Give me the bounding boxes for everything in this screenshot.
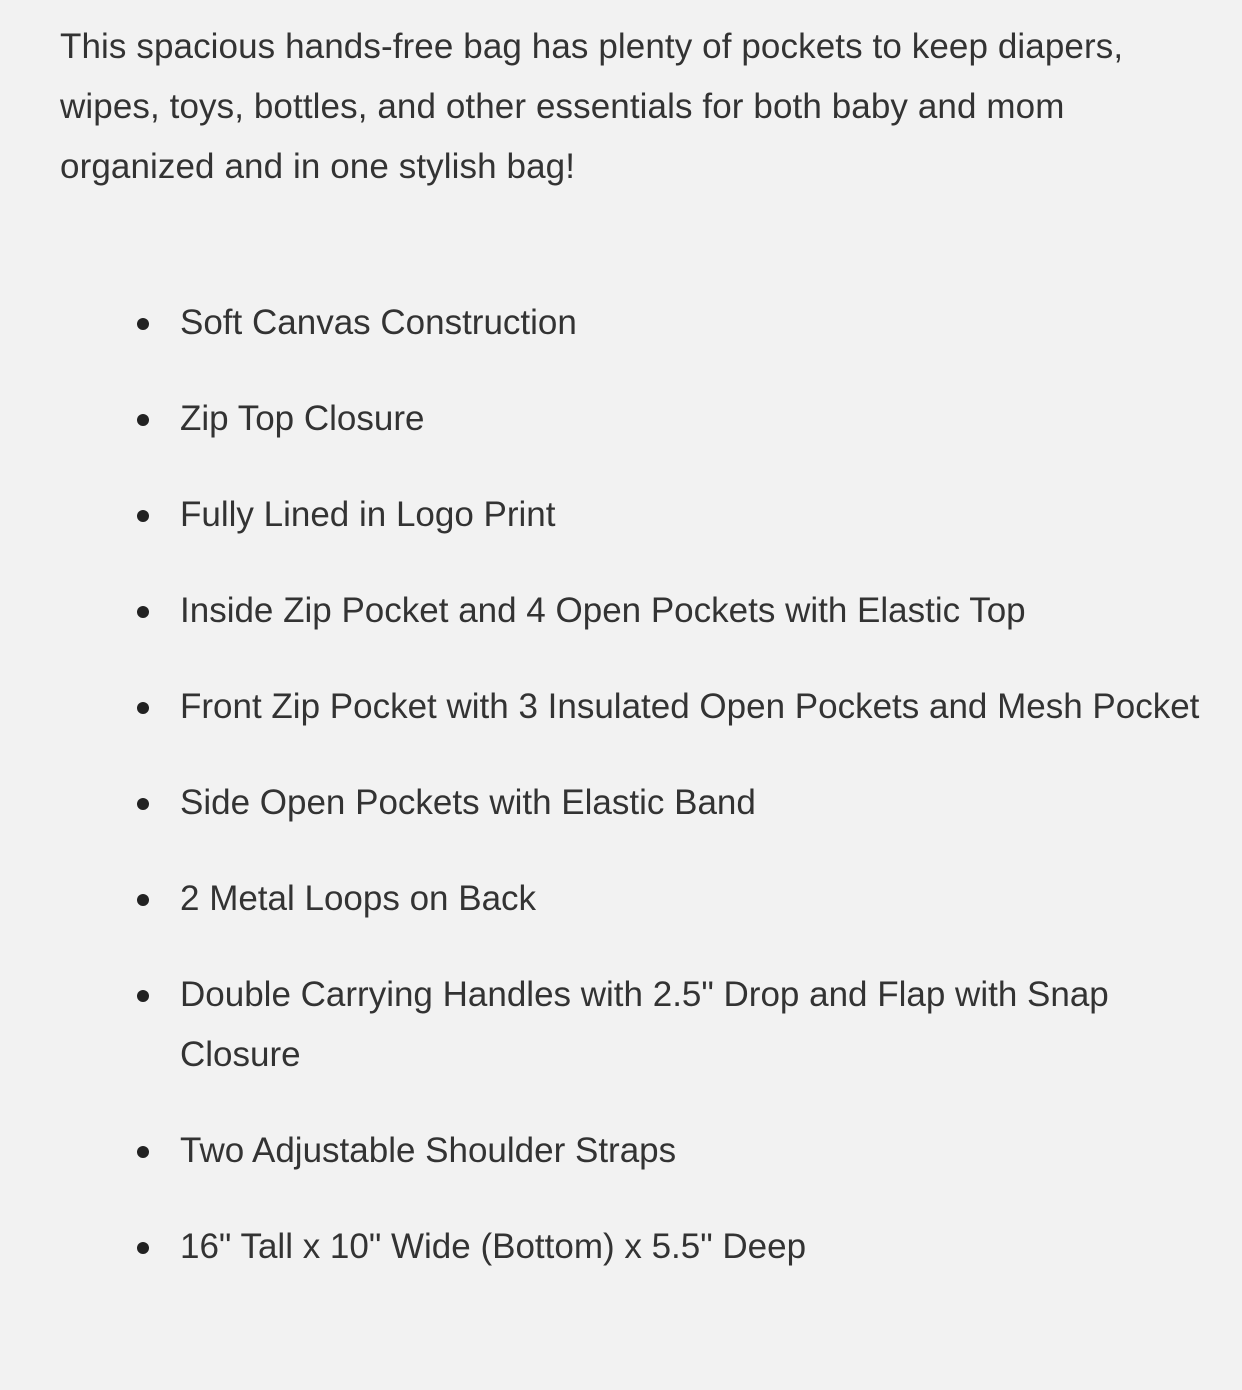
bullet-icon xyxy=(137,606,149,618)
bullet-icon xyxy=(137,414,149,426)
feature-item xyxy=(60,485,1210,545)
feature-text: Fully Lined in Logo Print xyxy=(180,495,556,534)
feature-item xyxy=(60,1121,1210,1181)
feature-text: 16" Tall x 10" Wide (Bottom) x 5.5" Deep xyxy=(180,1227,807,1266)
feature-text: Inside Zip Pocket and 4 Open Pockets with Elastic Top xyxy=(180,591,1026,630)
feature-item xyxy=(60,293,1210,353)
feature-item xyxy=(60,869,1210,929)
bullet-icon xyxy=(137,798,149,810)
bullet-icon xyxy=(137,1146,149,1158)
feature-item xyxy=(60,389,1210,449)
bullet-icon xyxy=(137,1242,149,1254)
feature-item xyxy=(60,677,1210,737)
feature-text: 2 Metal Loops on Back xyxy=(180,879,537,918)
product-description: This spacious hands-free bag has plenty of pockets to keep diapers, wipes, toys, bottles, and other essentials for both baby and mom organized and in one stylish bag! xyxy=(60,27,1124,186)
feature-item xyxy=(60,773,1210,833)
bullet-icon xyxy=(137,894,149,906)
feature-text: Front Zip Pocket with 3 Insulated Open Pockets and Mesh Pocket xyxy=(180,687,1200,726)
feature-item xyxy=(60,1217,1210,1277)
feature-text: Side Open Pockets with Elastic Band xyxy=(180,783,756,822)
bullet-icon xyxy=(137,318,149,330)
feature-text: Soft Canvas Construction xyxy=(180,303,577,342)
feature-text: Two Adjustable Shoulder Straps xyxy=(180,1131,677,1170)
feature-text: Zip Top Closure xyxy=(180,399,425,438)
feature-item xyxy=(60,581,1210,641)
feature-text: Double Carrying Handles with 2.5" Drop and Flap with Snap Closure xyxy=(180,975,1109,1074)
product-description-section xyxy=(60,17,1210,1266)
feature-list xyxy=(60,293,1210,1313)
bullet-icon xyxy=(137,990,149,1002)
feature-item xyxy=(60,965,1210,1085)
bullet-icon xyxy=(137,510,149,522)
bullet-icon xyxy=(137,702,149,714)
